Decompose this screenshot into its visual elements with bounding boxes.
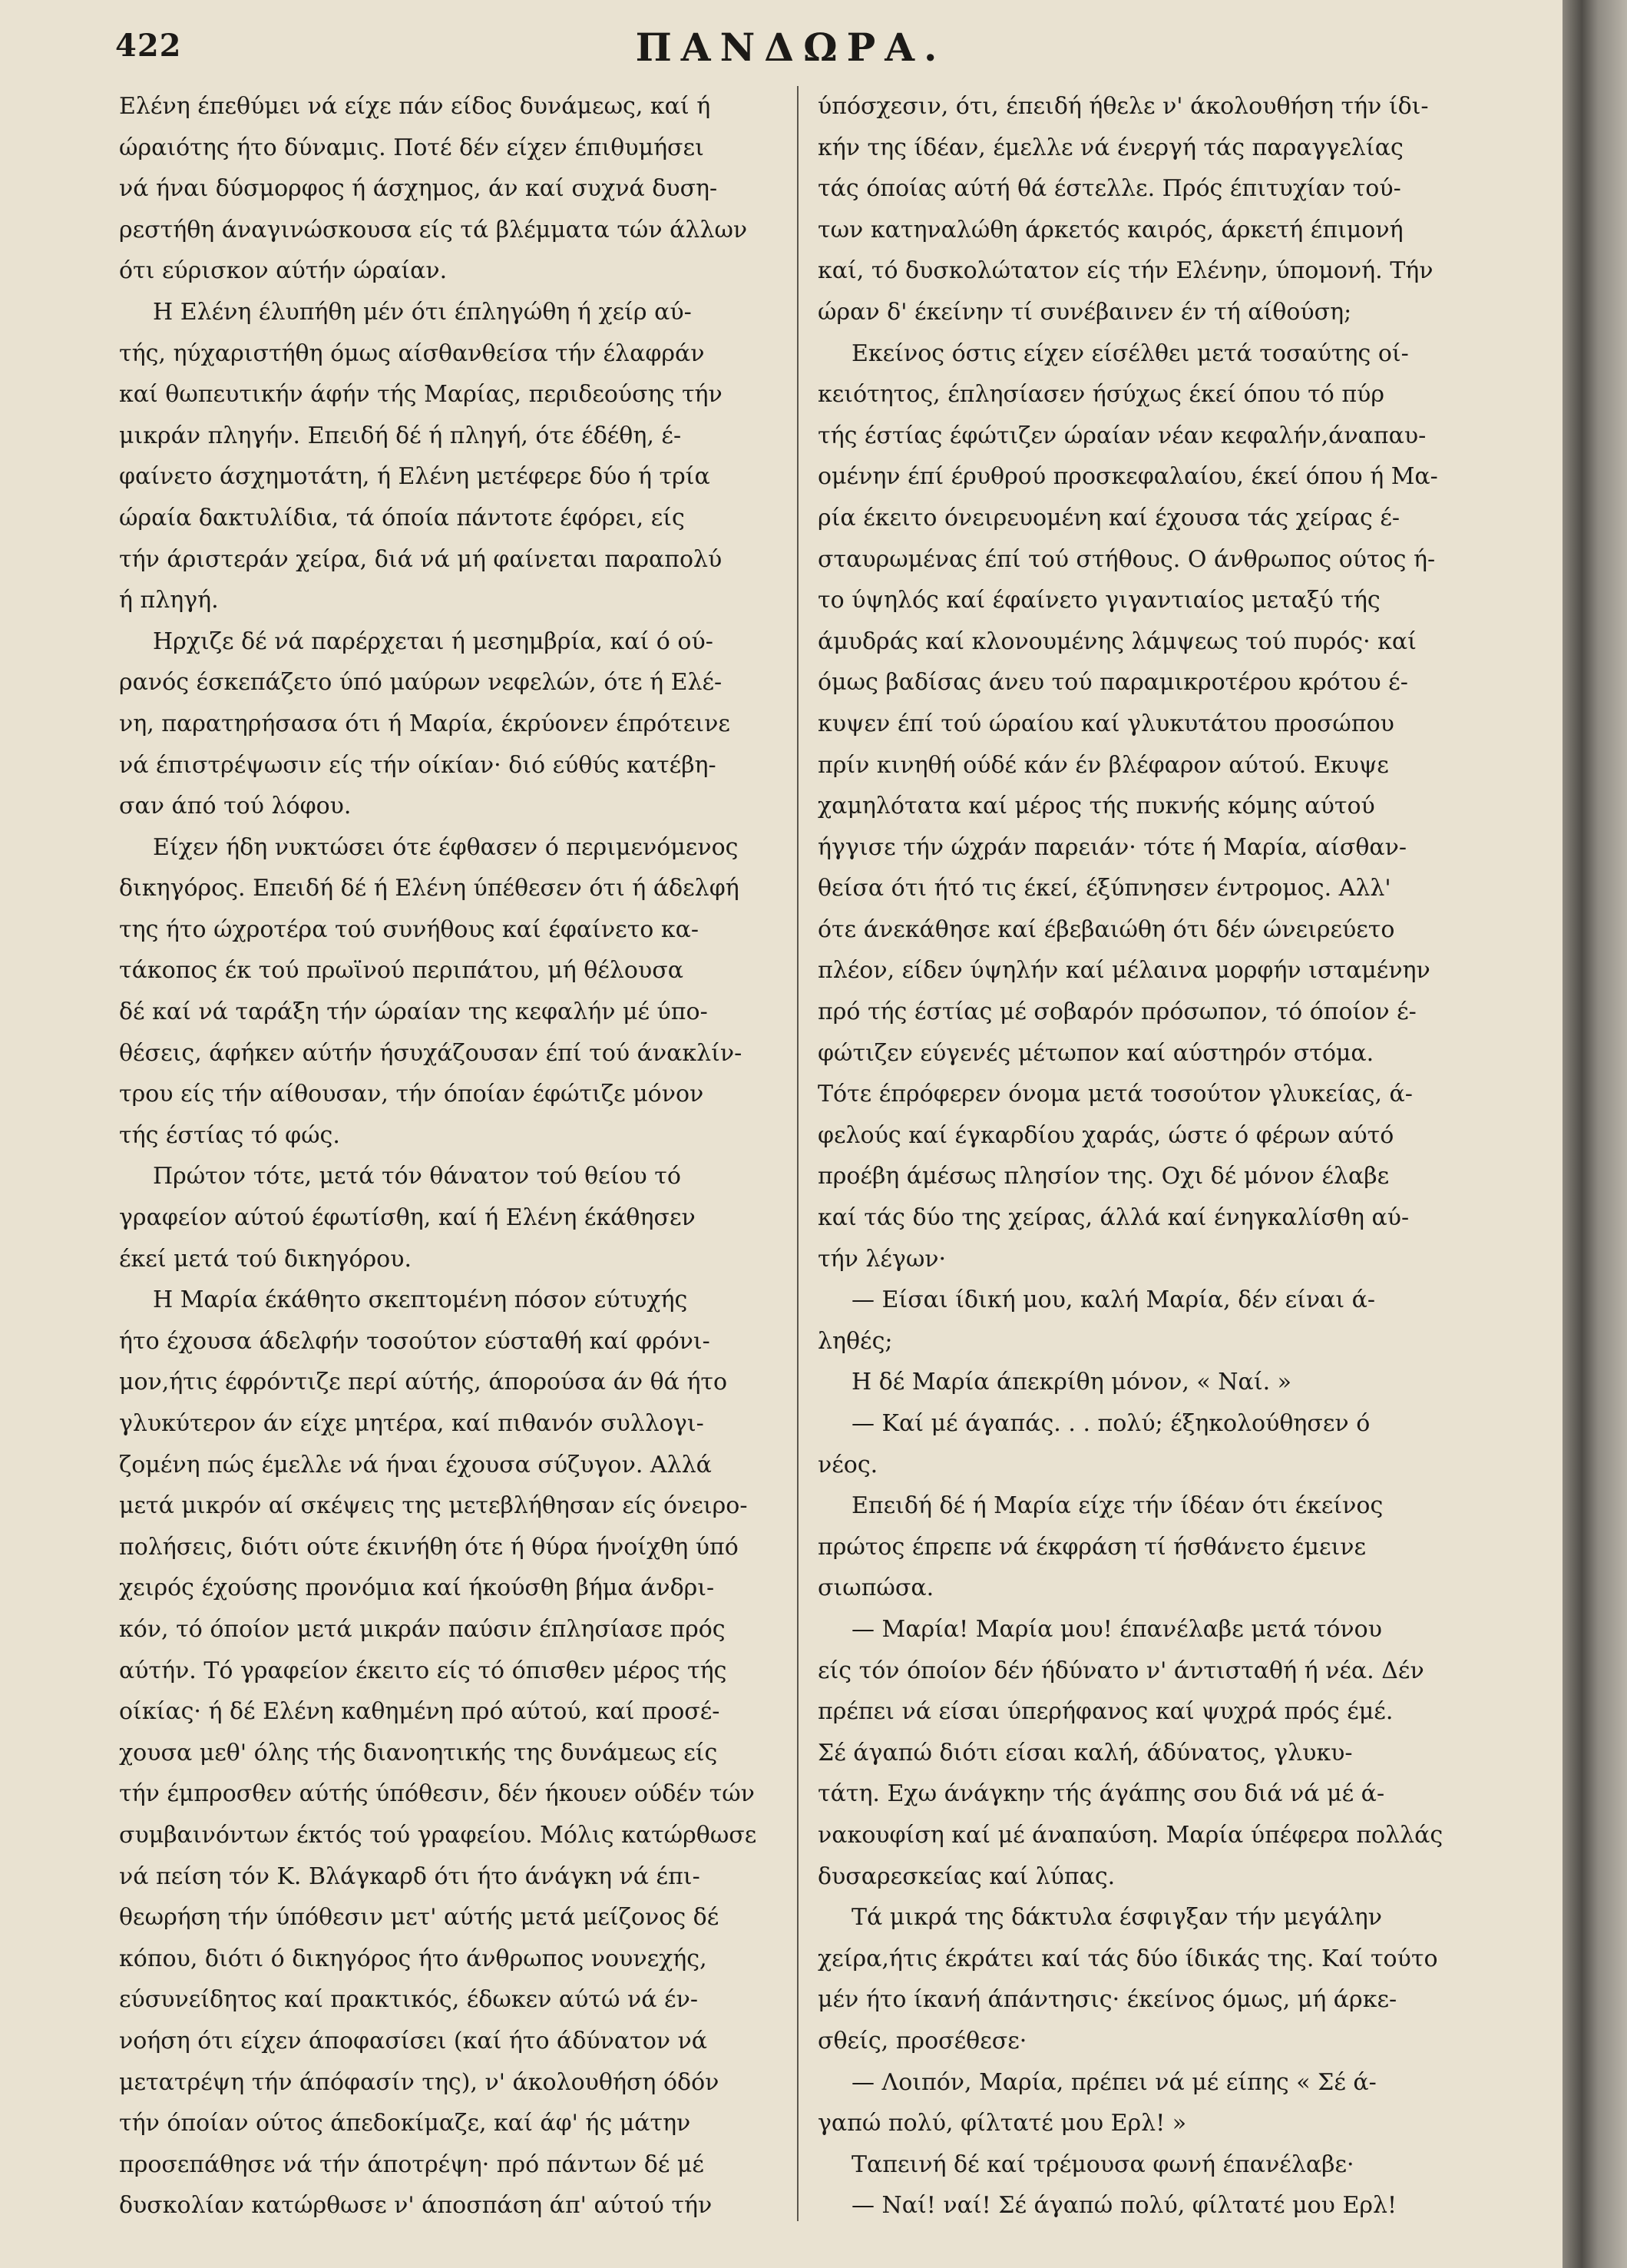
text-line: ήτο έχουσα άδελφήν τοσούτον εύσταθή καί φρόνι- xyxy=(119,1327,710,1355)
text-line: όμως βαδίσας άνευ τού παραμικροτέρου κρότου έ- xyxy=(818,669,1408,697)
text-line: οίκίας· ή δέ Ελένη καθημένη πρό αύτού, καί προσέ- xyxy=(119,1698,720,1726)
text-line: κυψεν έπί τού ώραίου καί γλυκυτάτου προσώπου xyxy=(818,710,1394,737)
text-line: Σέ άγαπώ διότι είσαι καλή, άδύνατος, γλυκυ- xyxy=(818,1739,1353,1766)
text-line: τάς όποίας αύτή θά έστελλε. Πρός έπιτυχίαν τού- xyxy=(818,175,1401,203)
text-line: θέσεις, άφήκεν αύτήν ήσυχάζουσαν έπί τού άνακλίν- xyxy=(119,1039,742,1067)
text-line: φώτιζεν εύγενές μέτωπον καί αύστηρόν στόμα. xyxy=(818,1039,1374,1067)
page-number: 422 xyxy=(115,28,182,64)
text-line: νά πείση τόν Κ. Βλάγκαρδ ότι ήτο άνάγκη νά έπι- xyxy=(119,1862,700,1890)
text-line: των κατηναλώθη άρκετός καιρός, άρκετή έπιμονή xyxy=(818,216,1404,243)
text-line: Η δέ Μαρία άπεκρίθη μόνον, « Ναί. » xyxy=(852,1369,1292,1396)
text-line: τής έστίας έφώτιζεν ώραίαν νέαν κεφαλήν,άναπαυ- xyxy=(818,422,1427,449)
text-line: χουσα μεθ' όλης τής διανοητικής της δυνάμεως είς xyxy=(119,1739,718,1766)
text-line: Εκείνος όστις είχεν είσέλθει μετά τοσαύτης οί- xyxy=(852,339,1409,367)
text-line: Ηρχιζε δέ νά παρέρχεται ή μεσημβρία, καί ό ού- xyxy=(153,627,713,655)
text-line: εύσυνείδητος καί πρακτικός, έδωκεν αύτώ νά έν- xyxy=(119,1986,698,2014)
text-line: νακουφίση καί μέ άναπαύση. Μαρία ύπέφερα πολλάς xyxy=(818,1821,1443,1849)
scan-page-edge xyxy=(1563,0,1627,2268)
text-line: μέν ήτο ίκανή άπάντησις· έκείνος όμως, μή άρκε- xyxy=(818,1986,1397,2014)
text-line: κόπου, διότι ό δικηγόρος ήτο άνθρωπος νουνεχής, xyxy=(119,1945,707,1972)
text-line: ώραία δακτυλίδια, τά όποία πάντοτε έφόρει, είς xyxy=(119,504,685,531)
text-line: Τότε έπρόφερεν όνομα μετά τοσούτον γλυκείας, ά- xyxy=(818,1081,1413,1108)
text-line: σιωπώσα. xyxy=(818,1574,934,1602)
text-line: θεωρήση τήν ύπόθεσιν μετ' αύτής μετά μείζονος δέ xyxy=(119,1904,719,1932)
text-line: κειότητος, έπλησίασεν ήσύχως έκεί όπου τό πύρ xyxy=(818,381,1384,409)
text-line: νοήση ότι είχεν άποφασίσει (καί ήτο άδύνατον νά xyxy=(119,2027,708,2054)
text-line: πολήσεις, διότι ούτε έκινήθη ότε ή θύρα ήνοίχθη ύπό xyxy=(119,1533,739,1561)
text-line: — Είσαι ίδική μου, καλή Μαρία, δέν είναι ά- xyxy=(852,1286,1376,1314)
text-line: ότε άνεκάθησε καί έβεβαιώθη ότι δέν ώνειρεύετο xyxy=(818,915,1395,943)
right-text-column xyxy=(818,86,1482,2221)
text-line: πρέπει νά είσαι ύπερήφανος καί ψυχρά πρός έμέ. xyxy=(818,1698,1394,1726)
text-line: σθείς, προσέθεσε· xyxy=(818,2027,1027,2054)
text-line: — Ναί! ναί! Σέ άγαπώ πολύ, φίλτατέ μου Ερλ! xyxy=(852,2192,1397,2220)
text-line: ζομένη πώς έμελλε νά ήναι έχουσα σύζυγον. Αλλά xyxy=(119,1451,712,1478)
text-line: τάκοπος έκ τού πρωϊνού περιπάτου, μή θέλουσα xyxy=(119,957,683,985)
text-line: αύτήν. Τό γραφείον έκειτο είς τό όπισθεν μέρος τής xyxy=(119,1657,727,1684)
text-line: δυσαρεσκείας καί λύπας. xyxy=(818,1862,1116,1890)
text-line: νά έπιστρέψωσιν είς τήν οίκίαν· διό εύθύς κατέβη- xyxy=(119,751,716,779)
text-line: θείσα ότι ήτό τις έκεί, έξύπνησεν έντρομος. Αλλ' xyxy=(818,875,1391,902)
text-line: τάτη. Εχω άνάγκην τής άγάπης σου διά νά μέ ά- xyxy=(818,1780,1385,1808)
text-line: Ταπεινή δέ καί τρέμουσα φωνή έπανέλαβε· xyxy=(852,2150,1354,2178)
text-line: μον,ήτις έφρόντιζε περί αύτής, άπορούσα άν θά ήτο xyxy=(119,1369,728,1396)
text-line: ώραιότης ήτο δύναμις. Ποτέ δέν είχεν έπιθυμήσει xyxy=(119,134,704,161)
text-line: είς τόν όποίον δέν ήδύνατο ν' άντισταθή ή νέα. Δέν xyxy=(818,1657,1424,1684)
text-line: Η Ελένη έλυπήθη μέν ότι έπληγώθη ή χείρ αύ- xyxy=(153,298,692,326)
text-line: το ύψηλός καί έφαίνετο γιγαντιαίος μεταξύ τής xyxy=(818,587,1381,614)
text-line: καί, τό δυσκολώτατον είς τήν Ελένην, ύπομονή. Τήν xyxy=(818,257,1434,285)
text-line: πρώτος έπρεπε νά έκφράση τί ήσθάνετο έμεινε xyxy=(818,1533,1367,1561)
text-line: συμβαινόντων έκτός τού γραφείου. Μόλις κατώρθωσε xyxy=(119,1821,757,1849)
text-line: Επειδή δέ ή Μαρία είχε τήν ίδέαν ότι έκείνος xyxy=(852,1492,1384,1520)
text-line: χαμηλότατα καί μέρος τής πυκνής κόμης αύτού xyxy=(818,793,1375,820)
text-line: δυσκολίαν κατώρθωσε ν' άποσπάση άπ' αύτού τήν xyxy=(119,2192,713,2220)
text-line: καί τάς δύο της χείρας, άλλά καί ένηγκαλίσθη αύ- xyxy=(818,1204,1410,1232)
text-line: ότι εύρισκον αύτήν ώραίαν. xyxy=(119,257,448,285)
text-line: πλέον, είδεν ύψηλήν καί μέλαινα μορφήν ισταμένην xyxy=(818,957,1430,985)
text-line: ρία έκειτο όνειρευομένη καί έχουσα τάς χείρας έ- xyxy=(818,504,1400,531)
text-line: έκεί μετά τού δικηγόρου. xyxy=(119,1245,412,1273)
text-line: φελούς καί έγκαρδίου χαράς, ώστε ό φέρων αύτό xyxy=(818,1121,1394,1149)
text-line: ήγγισε τήν ώχράν παρειάν· τότε ή Μαρία, αίσθαν- xyxy=(818,833,1407,861)
text-line: ύπόσχεσιν, ότι, έπειδή ήθελε ν' άκολουθήση τήν ίδι- xyxy=(818,93,1429,120)
text-line: τήν λέγων· xyxy=(818,1245,947,1273)
text-line: σαν άπό τού λόφου. xyxy=(119,793,352,820)
running-title: ΠΑΝΔΩΡΑ. xyxy=(635,25,947,70)
text-line: χειρός έχούσης προνόμια καί ήκούσθη βήμα άνδρι- xyxy=(119,1574,715,1602)
text-line: δέ καί νά ταράξη τήν ώραίαν της κεφαλήν μέ ύπο- xyxy=(119,998,708,1026)
text-line: ομένην έπί έρυθρού προσκεφαλαίου, έκεί όπου ή Μα- xyxy=(818,463,1438,491)
text-line: τήν όποίαν ούτος άπεδοκίμαζε, καί άφ' ής μάτην xyxy=(119,2110,691,2137)
text-line: — Καί μέ άγαπάς. . . πολύ; έξηκολούθησεν ό xyxy=(852,1410,1371,1437)
text-line: Είχεν ήδη νυκτώσει ότε έφθασεν ό περιμενόμενος xyxy=(153,833,739,861)
text-line: προσεπάθησε νά τήν άποτρέψη· πρό πάντων δέ μέ xyxy=(119,2150,704,2178)
text-line: νά ήναι δύσμορφος ή άσχημος, άν καί συχνά δυση- xyxy=(119,175,718,203)
text-line: καί θωπευτικήν άφήν τής Μαρίας, περιδεούσης τήν xyxy=(119,381,723,409)
text-line: πρό τής έστίας μέ σοβαρόν πρόσωπον, τό όποίον έ- xyxy=(818,998,1417,1026)
text-line: νέος. xyxy=(818,1451,878,1478)
text-line: τήν άριστεράν χείρα, διά νά μή φαίνεται παραπολύ xyxy=(119,545,723,573)
text-line: σταυρωμένας έπί τού στήθους. Ο άνθρωπος ούτος ή- xyxy=(818,545,1436,573)
text-line: τρου είς τήν αίθουσαν, τήν όποίαν έφώτιζε μόνον xyxy=(119,1081,704,1108)
text-line: γαπώ πολύ, φίλτατέ μου Ερλ! » xyxy=(818,2110,1187,2137)
text-line: νη, παρατηρήσασα ότι ή Μαρία, έκρύονεν έπρότεινε xyxy=(119,710,730,737)
text-line: μετά μικρόν αί σκέψεις της μετεβλήθησαν είς όνειρο- xyxy=(119,1492,748,1520)
text-line: γλυκύτερον άν είχε μητέρα, καί πιθανόν συλλογι- xyxy=(119,1410,704,1437)
column-divider xyxy=(797,86,799,2221)
text-line: της ήτο ώχροτέρα τού συνήθους καί έφαίνετο κα- xyxy=(119,915,699,943)
text-line: ρανός έσκεπάζετο ύπό μαύρων νεφελών, ότε ή Ελέ- xyxy=(119,669,723,697)
text-line: — Λοιπόν, Μαρία, πρέπει νά μέ είπης « Σέ ά- xyxy=(852,2068,1377,2096)
text-line: φαίνετο άσχημοτάτη, ή Ελένη μετέφερε δύο ή τρία xyxy=(119,463,710,491)
text-line: τής έστίας τό φώς. xyxy=(119,1121,340,1149)
text-line: — Μαρία! Μαρία μου! έπανέλαβε μετά τόνου xyxy=(852,1615,1382,1643)
text-line: χείρα,ήτις έκράτει καί τάς δύο ίδικάς της. Καί τούτο xyxy=(818,1945,1438,1972)
text-line: τήν έμπροσθεν αύτής ύπόθεσιν, δέν ήκουεν ούδέν τών xyxy=(119,1780,755,1808)
left-text-column xyxy=(119,86,783,2221)
text-line: προέβη άμέσως πλησίον της. Οχι δέ μόνον έλαβε xyxy=(818,1163,1390,1190)
text-line: Τά μικρά της δάκτυλα έσφιγξαν τήν μεγάλην xyxy=(852,1904,1382,1932)
text-line: ώραν δ' έκείνην τί συνέβαινεν έν τή αίθούση; xyxy=(818,298,1352,326)
text-line: κήν της ίδέαν, έμελλε νά ένεργή τάς παραγγελίας xyxy=(818,134,1404,161)
text-line: τής, ηύχαριστήθη όμως αίσθανθείσα τήν έλαφράν xyxy=(119,339,705,367)
text-line: μετατρέψη τήν άπόφασίν της), ν' άκολουθήση όδόν xyxy=(119,2068,719,2096)
text-line: δικηγόρος. Επειδή δέ ή Ελένη ύπέθεσεν ότι ή άδελφή xyxy=(119,875,739,902)
text-line: ληθές; xyxy=(818,1327,893,1355)
text-line: Η Μαρία έκάθητο σκεπτομένη πόσον εύτυχής xyxy=(153,1286,688,1314)
text-line: Ελένη έπεθύμει νά είχε πάν είδος δυνάμεως, καί ή xyxy=(119,93,711,120)
page-header xyxy=(115,25,1467,71)
text-line: κόν, τό όποίον μετά μικράν παύσιν έπλησίασε πρός xyxy=(119,1615,726,1643)
text-line: Πρώτον τότε, μετά τόν θάνατον τού θείου τό xyxy=(153,1163,681,1190)
text-line: ρεστήθη άναγινώσκουσα είς τά βλέμματα τών άλλων xyxy=(119,216,748,243)
text-line: μικράν πληγήν. Επειδή δέ ή πληγή, ότε έδέθη, έ- xyxy=(119,422,682,449)
text-line: πρίν κινηθή ούδέ κάν έν βλέφαρον αύτού. Εκυψε xyxy=(818,751,1389,779)
text-line: άμυδράς καί κλονουμένης λάμψεως τού πυρός· καί xyxy=(818,627,1417,655)
text-line: γραφείον αύτού έφωτίσθη, καί ή Ελένη έκάθησεν xyxy=(119,1204,696,1232)
text-line: ή πληγή. xyxy=(119,587,219,614)
